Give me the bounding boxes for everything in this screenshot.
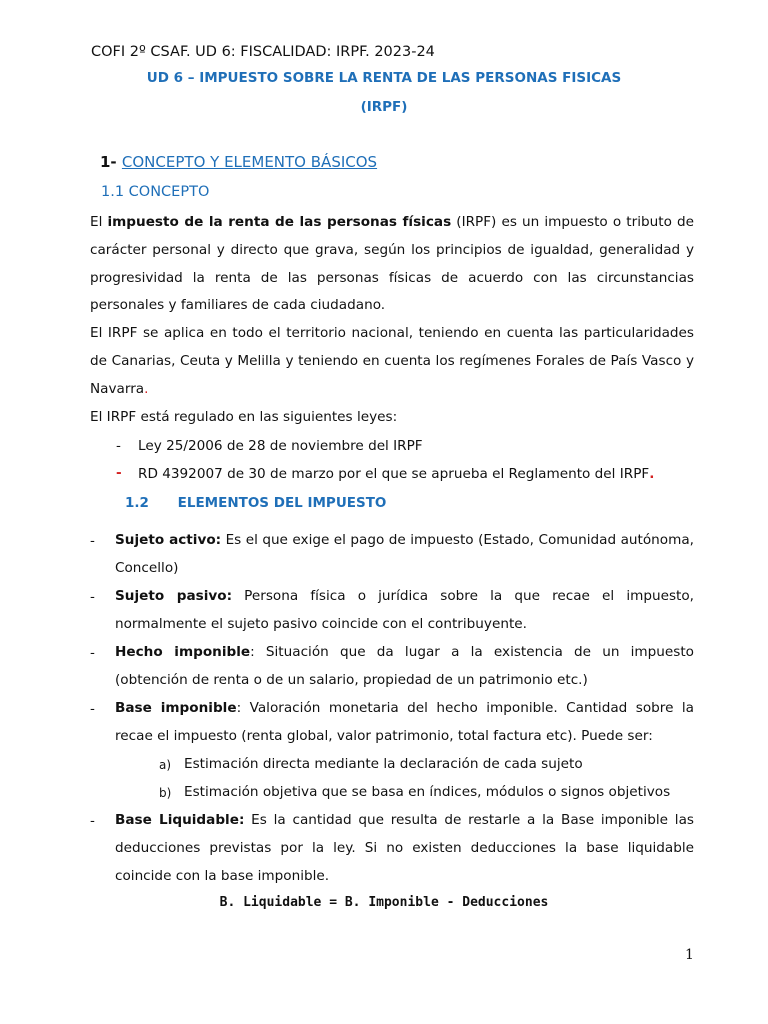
element-text-2: Persona física o jurídica sobre la que recae el impuesto, normalmente el sujeto pasivo coincide con el contribuyente. xyxy=(115,588,694,632)
law-item-2-period: . xyxy=(649,466,655,482)
base-option-label-b: b) xyxy=(159,786,172,800)
element-dash-5: - xyxy=(90,813,95,829)
page-number: 1 xyxy=(685,947,694,963)
page-header: COFI 2º CSAF. UD 6: FISCALIDAD: IRPF. 2023-24 xyxy=(91,44,435,60)
element-term-5: Base Liquidable: xyxy=(115,812,245,828)
element-term-1: Sujeto activo: xyxy=(115,532,222,548)
section-1-2-title: ELEMENTOS DEL IMPUESTO xyxy=(177,495,387,511)
element-text-3: : Situación que da lugar a la existencia de un impuesto (obtención de renta o de un salario, propiedad de un patrimonio etc.) xyxy=(115,644,694,688)
section-1-number: 1- xyxy=(100,153,117,171)
law-item-1 xyxy=(138,438,423,454)
document-title-subtitle: (IRPF) xyxy=(360,99,408,115)
section-1-2-heading xyxy=(125,495,386,511)
element-dash-3: - xyxy=(90,645,95,661)
section-1-title: CONCEPTO Y ELEMENTO BÁSICOS xyxy=(121,153,378,171)
element-base-liquidable xyxy=(115,807,694,890)
base-liquidable-formula: B. Liquidable = B. Imponible - Deducciones xyxy=(219,895,549,910)
element-sujeto-pasivo xyxy=(115,583,694,639)
element-term-2: Sujeto pasivo: xyxy=(115,588,233,604)
law-item-2 xyxy=(138,466,654,482)
base-option-label-a: a) xyxy=(159,758,172,772)
element-dash-2: - xyxy=(90,589,95,605)
concept-bold-term: impuesto de la renta de las personas físicas xyxy=(107,214,452,230)
element-text-5: Es la cantidad que resulta de restarle a la Base imponible las deducciones previstas por la ley. Si no existen deducciones la base liquidable coincide con la base imponible. xyxy=(115,812,694,884)
element-dash-1: - xyxy=(90,533,95,549)
law-dash-1: - xyxy=(116,438,121,454)
concept-paragraph-3: El IRPF está regulado en las siguientes leyes: xyxy=(90,409,398,425)
concept-paragraph-2 xyxy=(90,320,694,403)
base-option-text-b: Estimación objetiva que se basa en índices, módulos o signos objetivos xyxy=(184,784,671,800)
element-term-3: Hecho imponible xyxy=(115,644,251,660)
element-sujeto-activo xyxy=(115,527,694,583)
element-term-4: Base imponible xyxy=(115,700,237,716)
element-base-imponible xyxy=(115,695,694,751)
law-item-1-text: Ley 25/2006 de 28 de noviembre del IRPF xyxy=(138,438,423,454)
section-1-heading xyxy=(100,153,377,171)
concept-paragraph-1 xyxy=(90,209,694,320)
law-item-2-text: RD 4392007 de 30 de marzo por el que se aprueba el Reglamento del IRPF xyxy=(138,466,650,482)
concept-p2-period: . xyxy=(144,380,149,397)
section-1-2-number: 1.2 xyxy=(125,495,149,511)
element-dash-4: - xyxy=(90,701,95,717)
element-text-1: Es el que exige el pago de impuesto (Estado, Comunidad autónoma, Concello) xyxy=(115,532,694,576)
concept-rest: (IRPF) es un impuesto o tributo de carácter personal y directo que grava, según los principios de igualdad, generalidad y progresividad la renta de las personas físicas de acuerdo con las circunstancias personales y familiares de cada ciudadano. xyxy=(90,214,694,314)
document-title: UD 6 – IMPUESTO SOBRE LA RENTA DE LAS PERSONAS FISICAS xyxy=(146,70,622,86)
concept-p2-text: El IRPF se aplica en todo el territorio nacional, teniendo en cuenta las particularidades de Canarias, Ceuta y Melilla y teniendo en cuenta los regímenes Forales de País Vasco y Navarra xyxy=(90,325,694,397)
base-option-text-a: Estimación directa mediante la declaración de cada sujeto xyxy=(184,756,583,772)
element-text-4: : Valoración monetaria del hecho imponible. Cantidad sobre la recae el impuesto (renta global, valor patrimonio, total factura etc). Puede ser: xyxy=(115,700,694,744)
element-hecho-imponible xyxy=(115,639,694,695)
law-dash-2: - xyxy=(116,465,122,481)
concept-lead: El xyxy=(90,214,108,230)
section-1-1-heading: 1.1 CONCEPTO xyxy=(101,184,210,200)
